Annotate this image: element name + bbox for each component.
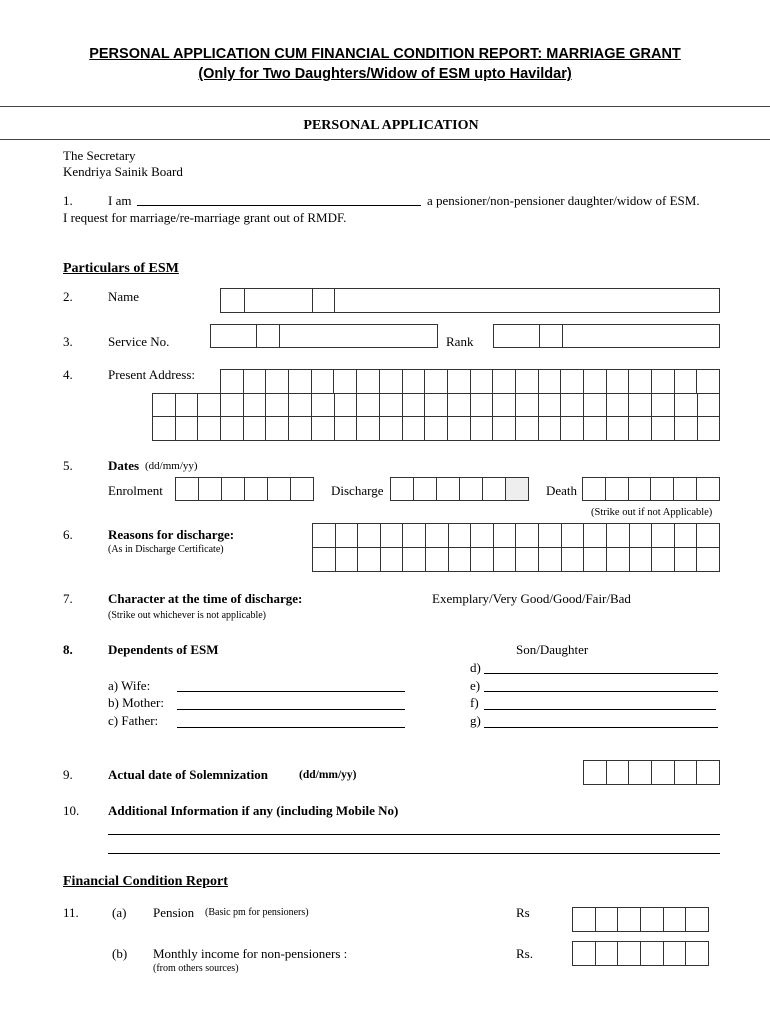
dependent-f-blank[interactable]: [484, 709, 716, 710]
death-date-field[interactable]: [582, 477, 720, 501]
intro-prefix: I am: [108, 193, 132, 208]
divider-top: [0, 106, 770, 107]
reasons-note: (As in Discharge Certificate): [108, 544, 224, 555]
son-daughter-label: Son/Daughter: [516, 642, 589, 657]
form-subtitle: (Only for Two Daughters/Widow of ESM upto Havildar): [198, 66, 572, 82]
pension-letter: (a): [112, 905, 127, 920]
additional-line-1[interactable]: [108, 834, 720, 835]
particulars-heading: Particulars of ESM: [63, 261, 179, 276]
dependent-mother-label: b) Mother:: [108, 695, 164, 710]
discharge-label: Discharge: [331, 483, 384, 498]
financial-num: 11.: [63, 905, 79, 920]
intro-num: 1.: [63, 193, 73, 208]
dates-num: 5.: [63, 458, 73, 473]
intro-request: I request for marriage/re-marriage grant out of RMDF.: [63, 210, 347, 225]
name-field[interactable]: [220, 288, 720, 313]
address-label: Present Address:: [108, 367, 196, 382]
dates-label: Dates: [108, 458, 140, 473]
reasons-num: 6.: [63, 527, 73, 542]
address-num: 4.: [63, 367, 73, 382]
dependent-e-label: e): [470, 678, 481, 693]
additional-num: 10.: [63, 803, 80, 818]
reasons-row-1[interactable]: [312, 523, 720, 548]
solemnization-format: (dd/mm/yy): [299, 769, 357, 781]
dependent-e-blank[interactable]: [484, 691, 718, 692]
service-label: Service No.: [108, 334, 170, 349]
reasons-row-2[interactable]: [312, 547, 720, 572]
dependents-num: 8.: [63, 642, 73, 657]
character-label: Character at the time of discharge:: [108, 591, 303, 606]
income-letter: (b): [112, 946, 128, 961]
service-num: 3.: [63, 334, 73, 349]
pension-currency: Rs: [516, 905, 530, 920]
solemnization-num: 9.: [63, 767, 73, 782]
reasons-label: Reasons for discharge:: [108, 527, 235, 542]
address-row-2[interactable]: [152, 393, 720, 417]
character-options[interactable]: Exemplary/Very Good/Good/Fair/Bad: [432, 591, 631, 606]
income-note: (from others sources): [153, 963, 239, 974]
rank-field[interactable]: [493, 324, 720, 348]
pension-label: Pension: [153, 905, 195, 920]
rank-label: Rank: [446, 334, 474, 349]
form-title: PERSONAL APPLICATION CUM FINANCIAL CONDITION REPORT: MARRIAGE GRANT: [89, 46, 681, 62]
dependent-d-blank[interactable]: [484, 673, 718, 674]
financial-heading: Financial Condition Report: [63, 874, 228, 889]
income-currency: Rs.: [516, 946, 533, 961]
discharge-date-field[interactable]: [390, 477, 529, 501]
dependent-d-label: d): [470, 660, 481, 675]
dependent-f-label: f): [470, 695, 479, 710]
intro-name-blank[interactable]: [137, 205, 421, 206]
dependent-g-label: g): [470, 713, 481, 728]
dependent-g-blank[interactable]: [484, 727, 718, 728]
enrolment-label: Enrolment: [108, 483, 163, 498]
section-title: PERSONAL APPLICATION: [303, 118, 479, 133]
addressee-line1: The Secretary: [63, 148, 136, 163]
character-note: (Strike out whichever is not applicable): [108, 610, 267, 621]
additional-line-2[interactable]: [108, 853, 720, 854]
address-row-3[interactable]: [152, 416, 720, 441]
dependent-wife-blank[interactable]: [177, 691, 405, 692]
addressee-line2: Kendriya Sainik Board: [63, 164, 183, 179]
pension-amount-field[interactable]: [572, 907, 709, 932]
divider-bottom: [0, 139, 770, 140]
additional-label: Additional Information if any (including Mobile No): [108, 803, 399, 818]
intro-suffix: a pensioner/non-pensioner daughter/widow of ESM.: [427, 193, 700, 208]
name-num: 2.: [63, 289, 73, 304]
address-row-1[interactable]: [220, 369, 720, 394]
pension-note: (Basic pm for pensioners): [205, 907, 309, 918]
dates-note: (Strike out if not Applicable): [591, 507, 713, 518]
name-label: Name: [108, 289, 140, 304]
solemnization-date-field[interactable]: [583, 760, 720, 785]
income-label: Monthly income for non-pensioners :: [153, 946, 348, 961]
dependent-mother-blank[interactable]: [177, 709, 405, 710]
dependent-father-blank[interactable]: [177, 727, 405, 728]
dates-format: (dd/mm/yy): [145, 460, 198, 472]
enrolment-date-field[interactable]: [175, 477, 314, 501]
service-no-field[interactable]: [210, 324, 438, 348]
death-label: Death: [546, 483, 578, 498]
dependents-label: Dependents of ESM: [108, 642, 219, 657]
dependent-father-label: c) Father:: [108, 713, 159, 728]
solemnization-label: Actual date of Solemnization: [108, 767, 268, 782]
character-num: 7.: [63, 591, 73, 606]
income-amount-field[interactable]: [572, 941, 709, 966]
dependent-wife-label: a) Wife:: [108, 678, 151, 693]
